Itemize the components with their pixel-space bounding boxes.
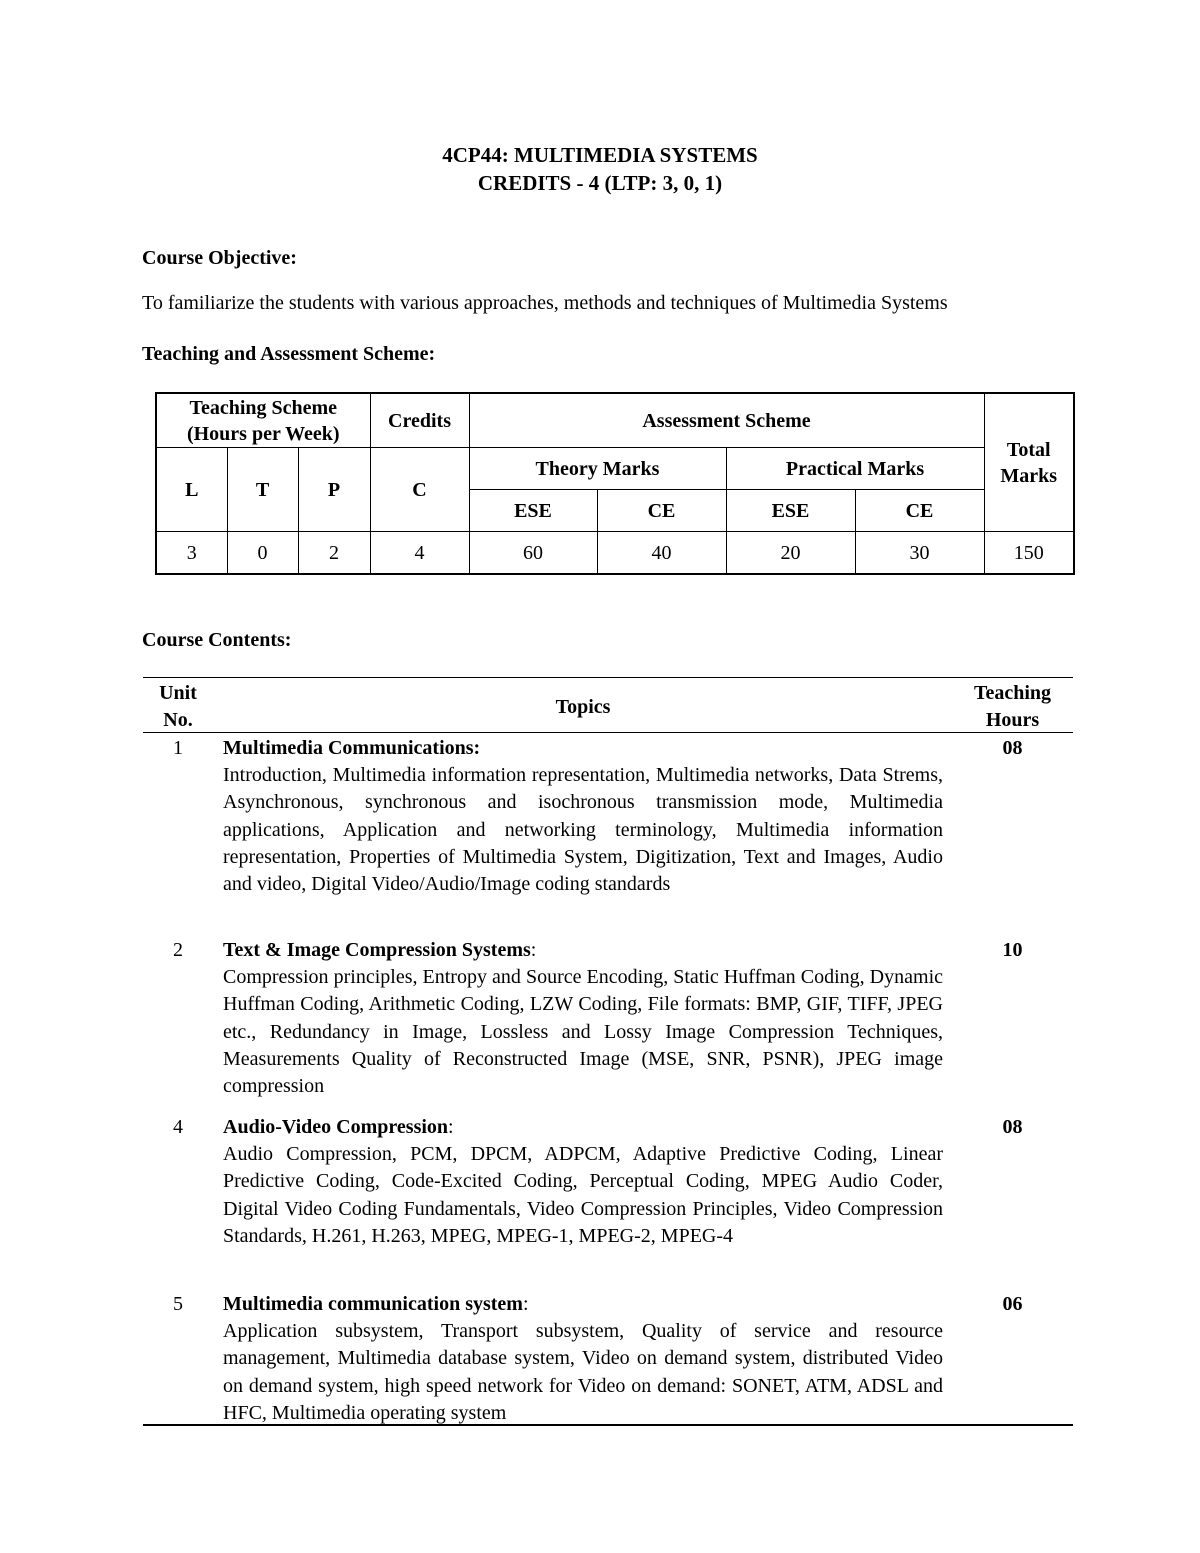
unit-topic: [223, 1291, 943, 1427]
course-objective-heading: Course Objective:: [142, 247, 297, 269]
course-code-title: 4CP44: MULTIMEDIA SYSTEMS: [442, 143, 758, 167]
contents-header-rule: [143, 732, 1073, 733]
theory-marks-header: Theory Marks: [469, 448, 726, 490]
teaching-hours-header: [955, 680, 1070, 734]
unit-number: 1: [173, 737, 183, 759]
scheme-table: [155, 392, 1075, 575]
col-T-header: T: [227, 448, 298, 532]
unit-title-colon: :: [522, 1293, 529, 1315]
value-L: 3: [156, 532, 227, 575]
value-T: 0: [227, 532, 298, 575]
unit-number: 2: [173, 939, 183, 961]
value-theory-ese: 60: [469, 532, 597, 575]
credits-header: Credits: [370, 393, 469, 448]
unit-no-header-line1: Unit: [159, 682, 197, 704]
teaching-hours-header-line1: Teaching: [973, 682, 1052, 704]
practical-ese-header: ESE: [726, 490, 855, 532]
unit-title-line: [223, 1114, 943, 1141]
unit-number: 4: [173, 1116, 183, 1138]
unit-body: Compression principles, Entropy and Source Encoding, Static Huffman Coding, Dynamic Huffman Coding, Arithmetic Coding, LZW Coding, File formats: BMP, GIF, TIFF, JPEG etc., Redundancy in Image, Lossless and Lossy Image Compression Techniques, Measurements Quality of Reconstructed Image (MSE, SNR, PSNR), JPEG image compression: [223, 966, 943, 1098]
course-objective-text: To familiarize the students with various approaches, methods and techniques of Multimedia Systems: [142, 292, 948, 314]
topics-header: Topics: [555, 696, 611, 718]
contents-bottom-rule: [143, 1424, 1073, 1426]
col-P-header: P: [298, 448, 370, 532]
practical-marks-header: Practical Marks: [726, 448, 984, 490]
unit-no-header: [143, 680, 213, 734]
unit-title-colon: :: [448, 1116, 454, 1138]
unit-title: Multimedia Communications:: [223, 737, 481, 759]
course-contents-heading: Course Contents:: [142, 629, 292, 651]
practical-ce-header: CE: [855, 490, 984, 532]
unit-title-line: [223, 937, 943, 964]
unit-hours: 08: [1002, 737, 1023, 759]
unit-body: Audio Compression, PCM, DPCM, ADPCM, Adaptive Predictive Coding, Linear Predictive Coding, Code-Excited Coding, Perceptual Coding, MPEG Audio Coder, Digital Video Coding Fundamentals, Video Compression Principles, Video Compression Standards, H.261, H.263, MPEG, MPEG-1, MPEG-2, MPEG-4: [223, 1143, 943, 1247]
unit-title: Audio-Video Compression: [223, 1116, 449, 1138]
unit-number: 5: [173, 1293, 183, 1315]
credits-title: CREDITS - 4 (LTP: 3, 0, 1): [477, 171, 723, 195]
unit-topic: [223, 1114, 943, 1250]
unit-topic: [223, 937, 943, 1100]
value-C: 4: [370, 532, 469, 575]
teaching-hours-header-line2: Hours: [985, 709, 1040, 731]
unit-hours: 10: [1002, 939, 1023, 961]
contents-top-rule: [143, 677, 1073, 678]
unit-hours: 08: [1002, 1116, 1023, 1138]
theory-ese-header: ESE: [469, 490, 597, 532]
unit-title-line: [223, 1291, 943, 1318]
teaching-scheme-header: Teaching Scheme (Hours per Week): [156, 393, 370, 448]
unit-topic: [223, 735, 943, 898]
col-L-header: L: [156, 448, 227, 532]
unit-no-header-line2: No.: [163, 709, 193, 731]
value-practical-ce: 30: [855, 532, 984, 575]
unit-title: Multimedia communication system: [223, 1293, 523, 1315]
value-total: 150: [984, 532, 1074, 575]
value-P: 2: [298, 532, 370, 575]
total-marks-header: Total Marks: [984, 393, 1074, 532]
unit-title-colon: :: [530, 939, 537, 961]
value-practical-ese: 20: [726, 532, 855, 575]
unit-body: Introduction, Multimedia information representation, Multimedia networks, Data Strems, Asynchronous, synchronous and isochronous transmission mode, Multimedia applications, Application and networking terminology, Multimedia information representation, Properties of Multimedia System, Digitization, Text and Images, Audio and video, Digital Video/Audio/Image coding standards: [223, 764, 943, 896]
theory-ce-header: CE: [597, 490, 726, 532]
unit-body: Application subsystem, Transport subsystem, Quality of service and resource management, Multimedia database system, Video on demand system, distributed Video on demand system, high speed network for Video on demand: SONET, ATM, ADSL and HFC, Multimedia operating system: [223, 1320, 943, 1424]
assessment-scheme-header: Assessment Scheme: [469, 393, 984, 448]
col-C-header: C: [370, 448, 469, 532]
value-theory-ce: 40: [597, 532, 726, 575]
unit-hours: 06: [1002, 1293, 1023, 1315]
unit-title: Text & Image Compression Systems: [223, 939, 531, 961]
scheme-heading: Teaching and Assessment Scheme:: [142, 343, 436, 365]
